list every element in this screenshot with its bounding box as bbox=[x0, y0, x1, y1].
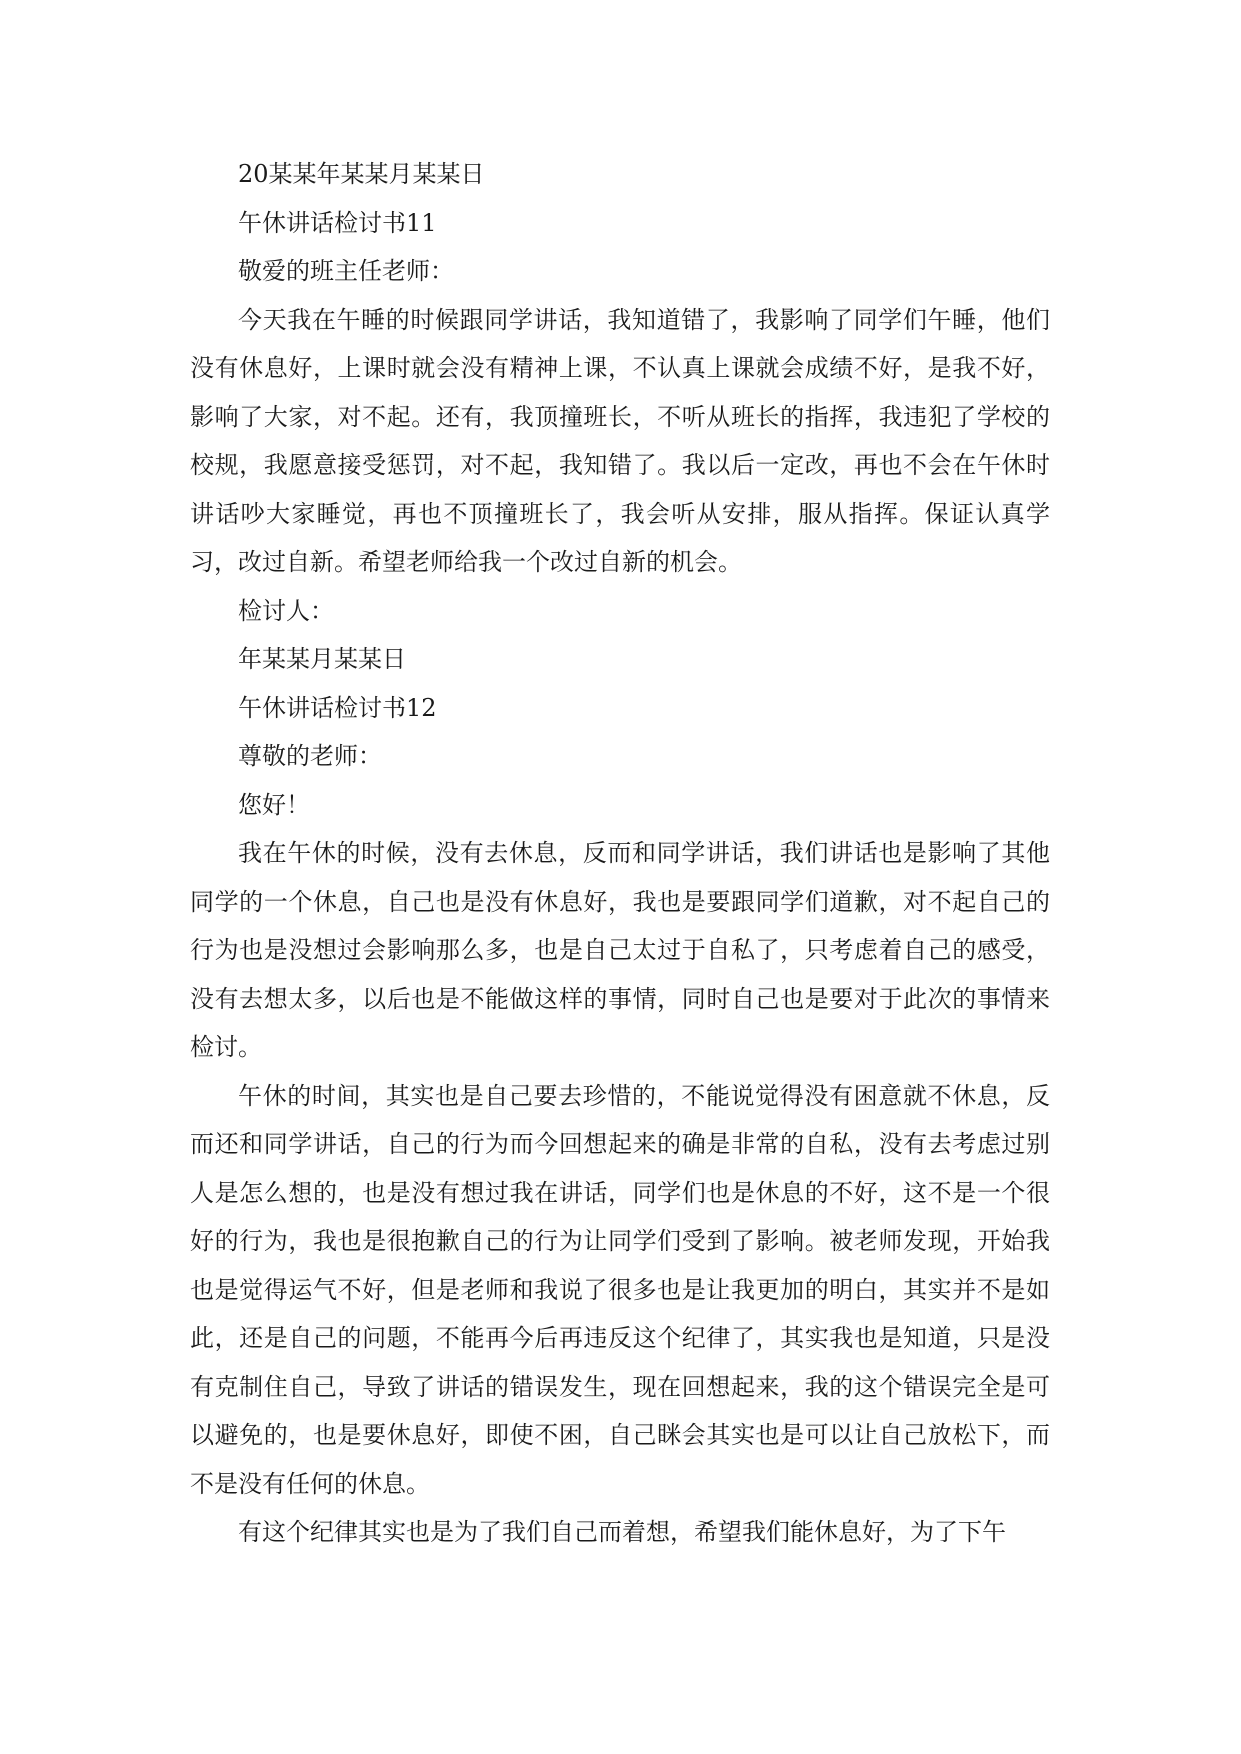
section-title: 午休讲话检讨书11 bbox=[238, 208, 437, 237]
body-paragraph: 午休的时间，其实也是自己要去珍惜的，不能说觉得没有困意就不休息，反而还和同学讲话，自己的行为而今回想起来的确是非常的自私，没有去考虑过别人是怎么想的，也是没有想过我在讲话，同学们也是休息的不好，这不是一个很好的行为，我也是很抱歉自己的行为让同学们受到了影响。被老师发现，开始我也是觉得运气不好，但是老师和我说了很多也是让我更加的明白，其实并不是如此，还是自己的问题，不能再今后再违反这个纪律了，其实我也是知道，只是没有克制住自己，导致了讲话的错误发生，现在回想起来，我的这个错误完全是可以避免的，也是要休息好，即使不困，自己眯会其实也是可以让自己放松下，而不是没有任何的休息。 bbox=[190, 1081, 1050, 1498]
body-paragraph: 我在午休的时候，没有去休息，反而和同学讲话，我们讲话也是影响了其他同学的一个休息，自己也是没有休息好，我也是要跟同学们道歉，对不起自己的行为也是没想过会影响那么多，也是自己太过于自私了，只考虑着自己的感受，没有去想太多，以后也是不能做这样的事情，同时自己也是要对于此次的事情来检讨。 bbox=[190, 839, 1050, 1061]
salutation: 尊敬的老师： bbox=[238, 742, 382, 770]
body-paragraph: 有这个纪律其实也是为了我们自己而着想，希望我们能休息好，为了下午 bbox=[238, 1518, 1006, 1546]
section-title: 午休讲话检讨书12 bbox=[238, 693, 437, 722]
body-paragraph: 今天我在午睡的时候跟同学讲话，我知道错了，我影响了同学们午睡，他们没有休息好，上课时就会没有精神上课，不认真上课就会成绩不好，是我不好，影响了大家，对不起。还有，我顶撞班长，不听从班长的指挥，我违犯了学校的校规，我愿意接受惩罚，对不起，我知错了。我以后一定改，再也不会在午休时讲话吵大家睡觉，再也不顶撞班长了，我会听从安排，服从指挥。保证认真学习，改过自新。希望老师给我一个改过自新的机会。 bbox=[190, 305, 1050, 576]
date-line: 20某某年某某月某某日 bbox=[238, 160, 485, 188]
salutation: 敬爱的班主任老师： bbox=[238, 257, 454, 285]
document-body bbox=[190, 150, 1050, 1557]
date-line: 年某某月某某日 bbox=[238, 645, 406, 673]
signature-label: 检讨人： bbox=[238, 596, 334, 625]
greeting: 您好！ bbox=[238, 790, 310, 819]
